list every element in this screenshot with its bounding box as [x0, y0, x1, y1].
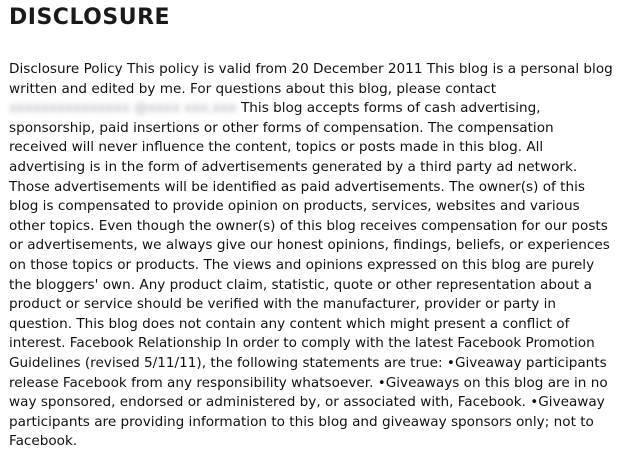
redacted-email: xxxxxxxxxxxxxxx @xxxx xxx.xxx — [9, 100, 237, 117]
page-title: DISCLOSURE — [9, 5, 171, 30]
paragraph-body: This blog accepts forms of cash advertising, sponsorship, paid insertions or other forms of compensation. The compensation received will never influence the content, topics or posts made in this blog. All advertising is in the form of advertisements generated by a third party ad network. Those advertisements will be identified as paid advertisements. The owner(s) of this blog is compensated to provide opinion on products, services, websites and various other topics. Even though the owner(s) of this blog receives compensation for our posts or advertisements, we always give our honest opinions, findings, beliefs, or experiences on those topics or products. The views and opinions expressed on this blog are purely the bloggers' own. Any product claim, statistic, quote or other representation about a product or service should be verified with the manufacturer, provider or party in question. This blog does not contain any content which might present a conflict of interest. Facebook Relationship In order to comply with the latest Facebook Promotion Guidelines (revised 5/11/11), the following statements are true: •Giveaway participants release Facebook from any responsibility whatsoever. •Giveaways on this blog are in no way sponsored, endorsed or administered by, or associated with, Facebook. •Giveaway participants are providing information to this blog and giveaway sponsors only; not to Facebook. — [9, 100, 610, 450]
paragraph-intro: Disclosure Policy This policy is valid from 20 December 2011 This blog is a personal blog written and edited by me. For questions about this blog, please contact — [9, 61, 613, 97]
disclosure-paragraph — [9, 60, 613, 452]
